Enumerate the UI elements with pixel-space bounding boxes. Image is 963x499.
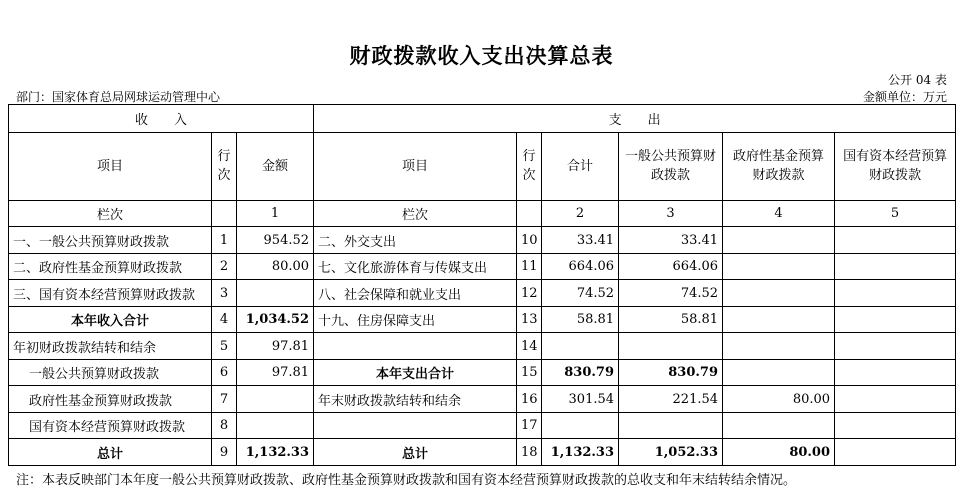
- cell-ex-gen: 221.54: [619, 386, 723, 413]
- cell-ex-no: 11: [517, 253, 542, 280]
- cell-ex-item: [314, 412, 517, 439]
- cell-ex-no: 12: [517, 280, 542, 307]
- cell-ex-gen: 74.52: [619, 280, 723, 307]
- table-row: [9, 412, 956, 439]
- cell-ex-total: 58.81: [542, 306, 619, 333]
- cell-in-amt: 97.81: [237, 359, 314, 386]
- cell-ex-total: 74.52: [542, 280, 619, 307]
- cell-in-item: 国有资本经营预算财政拨款: [9, 412, 212, 439]
- cell-ex-fund: [723, 227, 835, 254]
- cell-ex-gen: [619, 412, 723, 439]
- cell-in-item: 本年收入合计: [9, 306, 212, 333]
- cell-ex-fund: [723, 280, 835, 307]
- cell-ex-cap: [835, 359, 956, 386]
- cell-ex-no: 17: [517, 412, 542, 439]
- state-capital-header: 国有资本经营预算财政拨款: [835, 132, 956, 200]
- cell-in-item: 一般公共预算财政拨款: [9, 359, 212, 386]
- table-row: [9, 227, 956, 254]
- expense-item-header: 项目: [314, 132, 517, 200]
- appropriation-summary-table: [8, 104, 956, 466]
- cell-ex-cap: [835, 333, 956, 360]
- cell-ex-item: 十九、住房保障支出: [314, 306, 517, 333]
- cell-in-item: 三、国有资本经营预算财政拨款: [9, 280, 212, 307]
- cell-ex-fund: [723, 253, 835, 280]
- cell-ex-no: 16: [517, 386, 542, 413]
- cell-ex-total: [542, 412, 619, 439]
- cell-in-no: 8: [212, 412, 237, 439]
- income-item-header: 项目: [9, 132, 212, 200]
- cell-in-amt: 1,132.33: [237, 439, 314, 466]
- cell-in-amt: 954.52: [237, 227, 314, 254]
- cell-in-no: 1: [212, 227, 237, 254]
- cell-ex-no: 18: [517, 439, 542, 466]
- column-number: 4: [723, 200, 835, 227]
- cell-ex-item: 八、社会保障和就业支出: [314, 280, 517, 307]
- cell-ex-gen: 1,052.33: [619, 439, 723, 466]
- cell-ex-no: 15: [517, 359, 542, 386]
- table-footnote: 注：本表反映部门本年度一般公共预算财政拨款、政府性基金预算财政拨款和国有资本经营预算财政拨款的总收支和年末结转结余情况。: [16, 473, 797, 488]
- cell-ex-fund: [723, 306, 835, 333]
- cell-in-no: 3: [212, 280, 237, 307]
- cell-ex-total: 664.06: [542, 253, 619, 280]
- table-row: [9, 280, 956, 307]
- cell-ex-cap: [835, 253, 956, 280]
- table-row: [9, 333, 956, 360]
- cell-in-amt: 97.81: [237, 333, 314, 360]
- cell-ex-fund: [723, 333, 835, 360]
- expense-section-header: 支 出: [314, 105, 956, 133]
- income-row-no-header: 行次: [212, 132, 237, 200]
- cell-ex-fund: [723, 412, 835, 439]
- cell-ex-gen: 664.06: [619, 253, 723, 280]
- cell-in-item: 二、政府性基金预算财政拨款: [9, 253, 212, 280]
- cell-ex-fund: [723, 359, 835, 386]
- table-row: [9, 253, 956, 280]
- cell-ex-cap: [835, 386, 956, 413]
- table-row: [9, 306, 956, 333]
- cell-ex-no: 14: [517, 333, 542, 360]
- cell-ex-gen: [619, 333, 723, 360]
- cell-ex-cap: [835, 306, 956, 333]
- cell-ex-total: 830.79: [542, 359, 619, 386]
- cell-ex-total: 301.54: [542, 386, 619, 413]
- cell-ex-total: [542, 333, 619, 360]
- cell-ex-total: 33.41: [542, 227, 619, 254]
- cell-in-amt: 80.00: [237, 253, 314, 280]
- cell-ex-gen: 33.41: [619, 227, 723, 254]
- cell-ex-fund: 80.00: [723, 439, 835, 466]
- cell-ex-item: 本年支出合计: [314, 359, 517, 386]
- column-number: 5: [835, 200, 956, 227]
- department-label: 部门：国家体育总局网球运动管理中心: [16, 90, 221, 104]
- form-number: 公开 04 表: [888, 73, 947, 87]
- column-number: 2: [542, 200, 619, 227]
- cell-in-amt: 1,034.52: [237, 306, 314, 333]
- cell-in-no: 6: [212, 359, 237, 386]
- cell-ex-item: 七、文化旅游体育与传媒支出: [314, 253, 517, 280]
- cell-ex-item: 二、外交支出: [314, 227, 517, 254]
- income-section-header: 收 入: [9, 105, 314, 133]
- cell-in-no: 4: [212, 306, 237, 333]
- cell-ex-gen: 830.79: [619, 359, 723, 386]
- cell-ex-item: [314, 333, 517, 360]
- income-amount-header: 金额: [237, 132, 314, 200]
- column-no-label: 栏次: [314, 200, 517, 227]
- cell-ex-item: 年末财政拨款结转和结余: [314, 386, 517, 413]
- fund-budget-header: 政府性基金预算财政拨款: [723, 132, 835, 200]
- table-row: [9, 439, 956, 466]
- cell-ex-no: 10: [517, 227, 542, 254]
- general-budget-header: 一般公共预算财政拨款: [619, 132, 723, 200]
- amount-unit-label: 金额单位：万元: [862, 90, 947, 104]
- cell-ex-fund: 80.00: [723, 386, 835, 413]
- expense-row-no-header: 行次: [517, 132, 542, 200]
- cell-in-item: 政府性基金预算财政拨款: [9, 386, 212, 413]
- cell-ex-item: 总计: [314, 439, 517, 466]
- page-title: 财政拨款收入支出决算总表: [349, 44, 614, 68]
- column-no-label: 栏次: [9, 200, 212, 227]
- cell-ex-cap: [835, 227, 956, 254]
- cell-ex-total: 1,132.33: [542, 439, 619, 466]
- cell-in-item: 年初财政拨款结转和结余: [9, 333, 212, 360]
- cell-in-item: 总计: [9, 439, 212, 466]
- cell-in-amt: [237, 386, 314, 413]
- cell-in-no: 9: [212, 439, 237, 466]
- cell-ex-cap: [835, 280, 956, 307]
- cell-ex-cap: [835, 412, 956, 439]
- expense-total-header: 合计: [542, 132, 619, 200]
- column-number: 3: [619, 200, 723, 227]
- cell-in-amt: [237, 280, 314, 307]
- table-row: [9, 359, 956, 386]
- cell-ex-gen: 58.81: [619, 306, 723, 333]
- column-number: 1: [237, 200, 314, 227]
- cell-ex-no: 13: [517, 306, 542, 333]
- cell-in-no: 2: [212, 253, 237, 280]
- cell-in-no: 7: [212, 386, 237, 413]
- cell-in-amt: [237, 412, 314, 439]
- cell-in-item: 一、一般公共预算财政拨款: [9, 227, 212, 254]
- table-row: [9, 386, 956, 413]
- cell-in-no: 5: [212, 333, 237, 360]
- cell-ex-cap: [835, 439, 956, 466]
